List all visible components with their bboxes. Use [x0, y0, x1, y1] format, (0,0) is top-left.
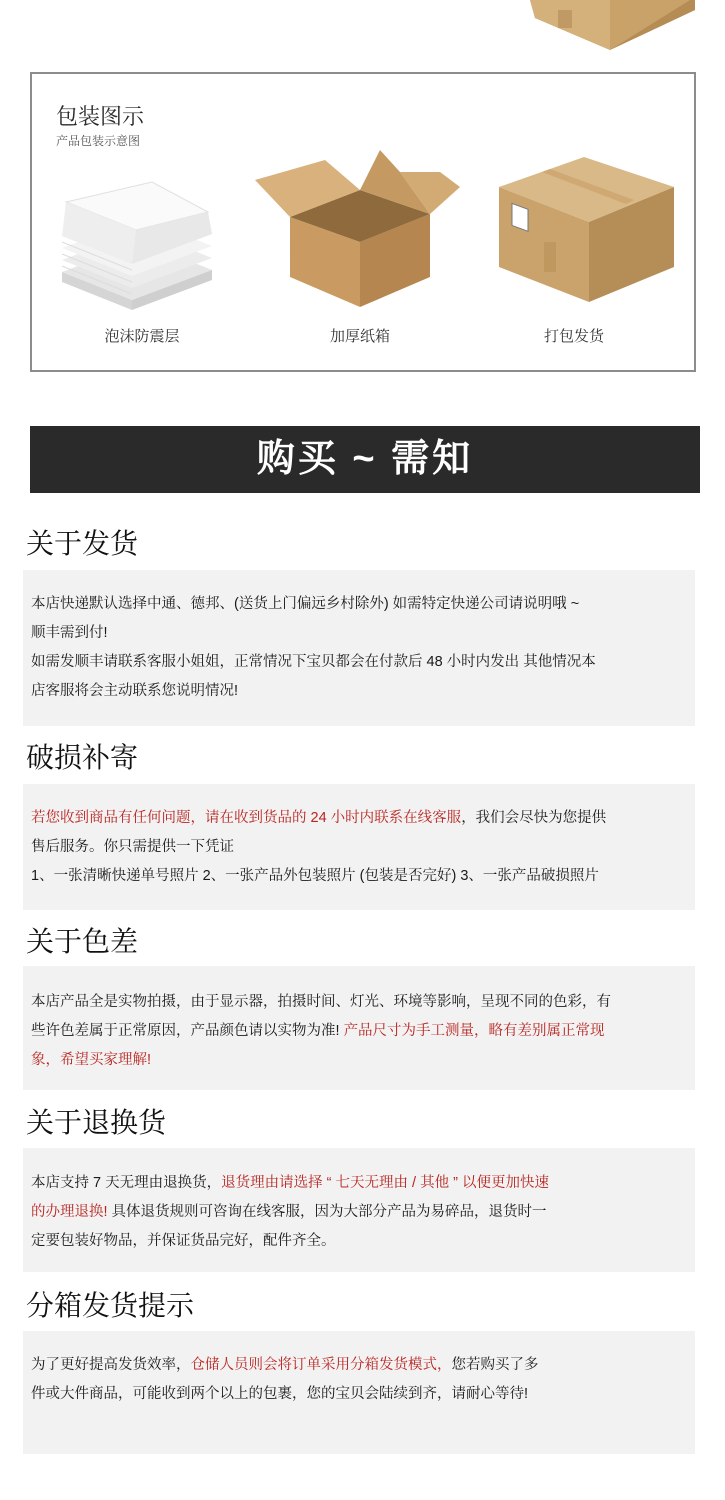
shipping-line: 如需发顺丰请联系客服小姐姐，正常情况下宝贝都会在付款后 48 小时内发出 其他情况本 [31, 654, 596, 670]
packaging-item-label: 加厚纸箱 [329, 328, 390, 345]
packaging-item-label: 打包发货 [543, 328, 604, 345]
split-text: 您若购买了多 [451, 1357, 539, 1373]
shipping-line: 本店快递默认选择中通、德邦、(送货上门偏远乡村除外) 如需特定快递公司请说明哦 ~ [31, 596, 580, 612]
split-line: 件或大件商品，可能收到两个以上的包裹，您的宝贝会陆续到齐，请耐心等待! [31, 1386, 529, 1402]
damage-line: 1、一张清晰快递单号照片 2、一张产品外包装照片 (包装是否完好) 3、一张产品破损照片 [31, 868, 599, 884]
returns-text: 具体退货规则可咨询在线客服，因为大部分产品为易碎品，退货时一 [107, 1204, 547, 1220]
purchase-notice-banner: 购买 ~ 需知 [30, 426, 700, 493]
shipping-line: 店客服将会主动联系您说明情况! [31, 683, 239, 699]
color-highlight: 产品尺寸为手工测量，略有差别属正常现 [343, 1023, 605, 1039]
returns-highlight: 退货理由请选择 “ 七天无理由 / 其他 ” 以便更加快速 [221, 1175, 549, 1191]
damage-highlight: 若您收到商品有任何问题，请在收到货品的 24 小时内联系在线客服 [31, 810, 462, 826]
sealed-carton-box-icon [464, 142, 684, 322]
split-section-title: 分箱发货提示 [26, 1290, 195, 1321]
top-carton-image [520, 0, 700, 55]
packaging-item-foam [32, 142, 252, 352]
color-section-title: 关于色差 [26, 926, 139, 957]
returns-section-box [23, 1148, 695, 1272]
split-section-box [23, 1331, 695, 1454]
damage-text: ，我们会尽快为您提供 [461, 810, 607, 826]
packaging-subtitle: 产品包装示意图 [56, 134, 141, 148]
shipping-section-title: 关于发货 [26, 528, 139, 559]
packaging-item-carton [250, 142, 470, 352]
damage-section-title: 破损补寄 [26, 742, 139, 773]
color-text: 些许色差属于正常原因，产品颜色请以实物为准! [31, 1023, 344, 1039]
packaging-item-label: 泡沫防震层 [104, 328, 180, 345]
damage-section-box [23, 784, 695, 910]
color-line: 本店产品全是实物拍摄，由于显示器，拍摄时间、灯光、环境等影响，呈现不同的色彩，有 [31, 994, 611, 1010]
split-text: 为了更好提高发货效率， [31, 1357, 191, 1373]
color-highlight: 象，希望买家理解! [31, 1052, 152, 1068]
packaging-section [30, 72, 696, 372]
packaging-item-shipping [464, 142, 684, 352]
open-carton-box-icon [250, 142, 470, 322]
returns-text: 本店支持 7 天无理由退换货， [31, 1175, 222, 1191]
foam-sheets-icon [32, 142, 252, 322]
color-section-box [23, 966, 695, 1090]
shipping-line: 顺丰需到付! [31, 625, 108, 641]
returns-section-title: 关于退换货 [26, 1107, 167, 1138]
split-highlight: 仓储人员则会将订单采用分箱发货模式， [190, 1357, 452, 1373]
returns-line: 定要包装好物品，并保证货品完好，配件齐全。 [31, 1233, 336, 1249]
returns-highlight: 的办理退换! [31, 1204, 108, 1220]
packaging-title: 包装图示 [56, 104, 145, 129]
damage-line: 售后服务。你只需提供一下凭证 [31, 839, 234, 855]
shipping-section-box [23, 570, 695, 726]
